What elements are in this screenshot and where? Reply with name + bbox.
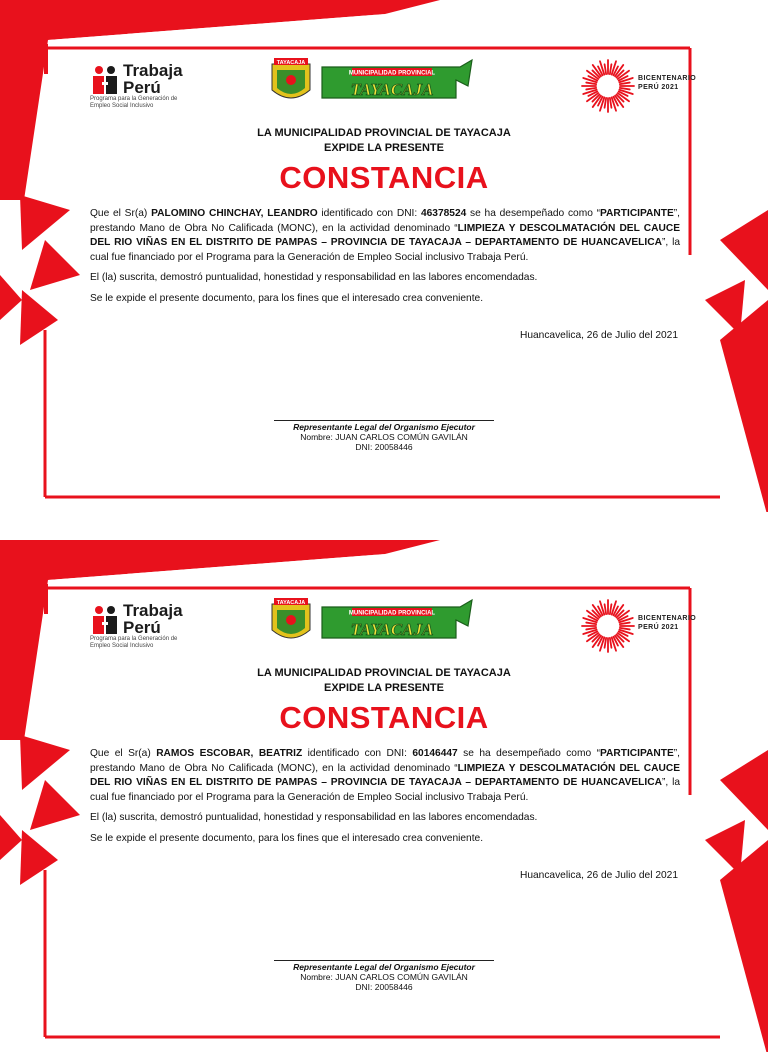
purpose-paragraph: Se le expide el presente documento, para los fines que el interesado crea conveniente. [90, 292, 484, 304]
activity-name: LIMPIEZA Y DESCOLMATACIÓN DEL CAUCE DEL RIO VIÑAS EN EL DISTRITO DE PAMPAS – PROVINCIA DE TAYACAJA – DEPARTAMENTO DE HUANCAVELICA [90, 222, 680, 248]
signature-block [0, 960, 768, 992]
signer-name: Nombre: JUAN CARLOS COMÚN GAVILÁN [300, 972, 468, 982]
bicentenario-logo [580, 56, 720, 116]
conduct-paragraph: El (la) suscrita, demostró puntualidad, honestidad y responsabilidad en las labores encomendadas. [90, 812, 538, 823]
signer-name: Nombre: JUAN CARLOS COMÚN GAVILÁN [300, 432, 468, 442]
municipalidad-tayacaja-logo [270, 598, 475, 648]
logo-line2: Perú [123, 78, 161, 97]
svg-text:MUNICIPALIDAD PROVINCIAL: MUNICIPALIDAD PROVINCIAL [348, 70, 436, 77]
logo-line2: Perú [123, 618, 161, 637]
main-paragraph: Que el Sr(a) RAMOS ESCOBAR, BEATRIZ identificado con DNI: 60146447 se ha desempeñado como “PARTICIPANTE”, prestando Mano de Obra No Calificada (MONC), en la actividad denominado “LIMPIEZA Y DESCOLMATACIÓN DEL CAUCE DEL RIO VIÑAS EN EL DISTRITO DE PAMPAS – PROVINCIA DE TAYACAJA – DEPARTAMENTO DE HUANCAVELICA”, la cual fue financiado por el Programa para la Generación de Empleo Social inclusivo Trabaja Perú. [90, 748, 680, 803]
main-paragraph: Que el Sr(a) PALOMINO CHINCHAY, LEANDRO identificado con DNI: 46378524 se ha desempeñado como “PARTICIPANTE”, prestando Mano de Obra No Calificada (MONC), en la actividad denominado “LIMPIEZA Y DESCOLMATACIÓN DEL CAUCE DEL RIO VIÑAS EN EL DISTRITO DE PAMPAS – PROVINCIA DE TAYACAJA – DEPARTAMENTO DE HUANCAVELICA”, la cual fue financiado por el Programa para la Generación de Empleo Social inclusivo Trabaja Perú. [90, 208, 681, 263]
certificate [0, 0, 768, 512]
svg-text:TAYACAJA: TAYACAJA [350, 620, 434, 639]
bicentenario-emblem-icon [580, 598, 636, 654]
participant-dni: 46378524 [420, 208, 467, 219]
document-title: CONSTANCIA [279, 700, 489, 735]
certificate-body [90, 747, 680, 852]
issue-statement: EXPIDE LA PRESENTE [323, 142, 444, 154]
logo-subtitle: Programa para la Generación de Empleo Social Inclusivo [90, 96, 178, 109]
issue-date: Huancavelica, 26 de Julio del 2021 [519, 330, 678, 341]
municipalidad-tayacaja-logo [270, 58, 475, 108]
bicentenario-line1: BICENTENARIO [638, 75, 697, 82]
signer-dni: DNI: 20058446 [355, 982, 413, 992]
people-icon [90, 64, 120, 96]
participant-dni: 60146447 [412, 748, 458, 759]
participant-role: PARTICIPANTE [599, 748, 674, 759]
heading [0, 126, 768, 156]
certificate-body [90, 207, 680, 312]
svg-text:TAYACAJA: TAYACAJA [350, 80, 434, 99]
signer-dni: DNI: 20058446 [355, 442, 413, 452]
certificate [0, 540, 768, 1052]
bicentenario-logo [580, 596, 720, 656]
svg-text:MUNICIPALIDAD PROVINCIAL: MUNICIPALIDAD PROVINCIAL [348, 610, 436, 617]
issue-date: Huancavelica, 26 de Julio del 2021 [519, 870, 678, 881]
signer-role: Representante Legal del Organismo Ejecutor [293, 962, 475, 972]
issuer-heading: LA MUNICIPALIDAD PROVINCIAL DE TAYACAJA [257, 667, 511, 679]
logo-line1: Trabaja [123, 61, 183, 80]
signature-line [274, 960, 494, 961]
conduct-paragraph: El (la) suscrita, demostró puntualidad, honestidad y responsabilidad en las labores encomendadas. [90, 272, 538, 283]
bicentenario-line1: BICENTENARIO [638, 615, 697, 622]
issue-statement: EXPIDE LA PRESENTE [323, 682, 444, 694]
bicentenario-line2: PERÚ 2021 [638, 624, 679, 631]
svg-text:TAYACAJA: TAYACAJA [276, 600, 306, 606]
activity-name: LIMPIEZA Y DESCOLMATACIÓN DEL CAUCE DEL RIO VIÑAS EN EL DISTRITO DE PAMPAS – PROVINCIA DE TAYACAJA – DEPARTAMENTO DE HUANCAVELICA [90, 762, 680, 788]
people-icon [90, 604, 120, 636]
trabaja-peru-logo [90, 602, 190, 652]
svg-text:TAYACAJA: TAYACAJA [276, 60, 306, 66]
trabaja-peru-logo [90, 62, 190, 112]
logo-line1: Trabaja [123, 601, 183, 620]
signature-line [274, 420, 494, 421]
issuer-heading: LA MUNICIPALIDAD PROVINCIAL DE TAYACAJA [257, 127, 511, 139]
logo-subtitle: Programa para la Generación de Empleo Social Inclusivo [90, 636, 178, 649]
bicentenario-emblem-icon [580, 58, 636, 114]
heading [0, 666, 768, 696]
purpose-paragraph: Se le expide el presente documento, para los fines que el interesado crea conveniente. [90, 832, 484, 844]
participant-name: PALOMINO CHINCHAY, LEANDRO [151, 208, 318, 219]
document-title: CONSTANCIA [279, 160, 489, 195]
participant-role: PARTICIPANTE [600, 208, 674, 219]
signature-block [0, 420, 768, 452]
bicentenario-line2: PERÚ 2021 [638, 84, 679, 91]
signer-role: Representante Legal del Organismo Ejecutor [293, 422, 475, 432]
participant-name: RAMOS ESCOBAR, BEATRIZ [156, 748, 303, 759]
